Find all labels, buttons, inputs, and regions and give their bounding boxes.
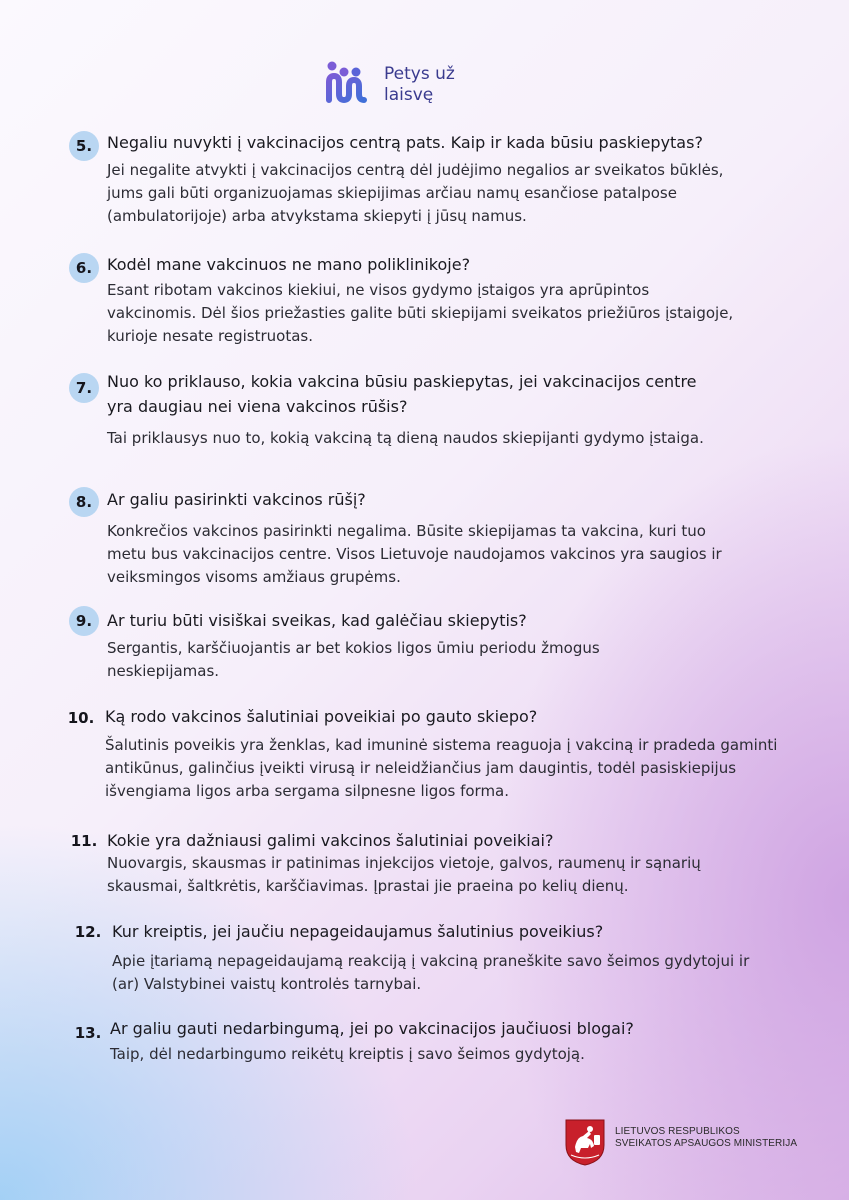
question-number: 12.: [74, 923, 102, 941]
answer-text: Nuovargis, skausmas ir patinimas injekcijos vietoje, galvos, raumenų ir sąnarių skausmai, šaltkrėtis, karščiavimas. Įprastai jie praeina po kelių dienų.: [107, 854, 701, 895]
coat-of-arms-icon: [563, 1117, 607, 1167]
question-text: Ką rodo vakcinos šalutiniai poveikiai po gauto skiepo?: [105, 707, 538, 726]
answer-text: Taip, dėl nedarbingumo reikėtų kreiptis į savo šeimos gydytoją.: [110, 1045, 585, 1063]
question-number: 8.: [69, 487, 99, 517]
question-number: 11.: [70, 832, 98, 850]
question-text: Kodėl mane vakcinuos ne mano poliklinikoje?: [107, 255, 471, 274]
answer-text: Apie įtariamą nepageidaujamą reakciją į vakciną praneškite savo šeimos gydytojui ir (ar) Valstybinei vaistų kontrolės tarnybai.: [112, 952, 750, 993]
ministry-name-line2: SVEIKATOS APSAUGOS MINISTERIJA: [615, 1138, 798, 1149]
answer-text: Jei negalite atvykti į vakcinacijos centrą dėl judėjimo negalios ar sveikatos būklės, jums gali būti organizuojamas skiepijimas arčiau namų esančiose patalpose (ambulatorijoje) arba atvykstama skiepyti į jūsų namus.: [107, 161, 724, 225]
question-text-line1: Nuo ko priklauso, kokia vakcina būsiu paskiepytas, jei vakcinacijos centre: [107, 372, 697, 391]
question-text: Negaliu nuvykti į vakcinacijos centrą pats. Kaip ir kada būsiu paskiepytas?: [107, 133, 703, 152]
answer-text: Konkrečios vakcinos pasirinkti negalima. Būsite skiepijamas ta vakcina, kuri tuo metu bus vakcinacijos centre. Visos Lietuvoje naudojamos vakcinos yra saugios ir veiksmingos visoms amžiaus grupėms.: [107, 522, 722, 586]
answer-text: Sergantis, karščiuojantis ar bet kokios ligos ūmiu periodu žmogus neskiepijamas.: [107, 639, 600, 680]
question-text: Kur kreiptis, jei jaučiu nepageidaujamus šalutinius poveikius?: [112, 922, 604, 941]
question-text: Kokie yra dažniausi galimi vakcinos šalutiniai poveikiai?: [107, 831, 554, 850]
answer-text: Esant ribotam vakcinos kiekiui, ne visos gydymo įstaigos yra aprūpintos vakcinomis. Dėl šios priežasties galite būti skiepijami sveikatos priežiūros įstaigoje, kurioje nesate registruotas.: [107, 281, 734, 345]
question-text-line2: yra daugiau nei viena vakcinos rūšis?: [107, 397, 408, 416]
brand-name-line1: Petys už: [384, 64, 455, 84]
answer-text: Tai priklausys nuo to, kokią vakciną tą dieną naudos skiepijanti gydymo įstaiga.: [107, 429, 704, 447]
question-number: 9.: [69, 606, 99, 636]
ministry-name-line1: LIETUVOS RESPUBLIKOS: [615, 1126, 740, 1137]
question-number: 7.: [69, 373, 99, 403]
brand-name-line2: laisvę: [384, 85, 434, 105]
question-number: 5.: [69, 131, 99, 161]
brand-logo-mark: [324, 60, 376, 106]
question-number: 6.: [69, 253, 99, 283]
brand-logo: [324, 60, 514, 110]
question-number: 13.: [74, 1024, 102, 1042]
question-text: Ar galiu pasirinkti vakcinos rūšį?: [107, 490, 366, 509]
answer-text: Šalutinis poveikis yra ženklas, kad imuninė sistema reaguoja į vakciną ir pradeda gaminti antikūnus, galinčius įveikti virusą ir neleidžiančius jam daugintis, todėl pasiskiepijus išvengiama ligos arba sergama silpnesne ligos forma.: [105, 736, 778, 800]
question-number: 10.: [67, 709, 95, 727]
question-text: Ar turiu būti visiškai sveikas, kad galėčiau skiepytis?: [107, 611, 527, 630]
question-text: Ar galiu gauti nedarbingumą, jei po vakcinacijos jaučiuosi blogai?: [110, 1019, 634, 1038]
